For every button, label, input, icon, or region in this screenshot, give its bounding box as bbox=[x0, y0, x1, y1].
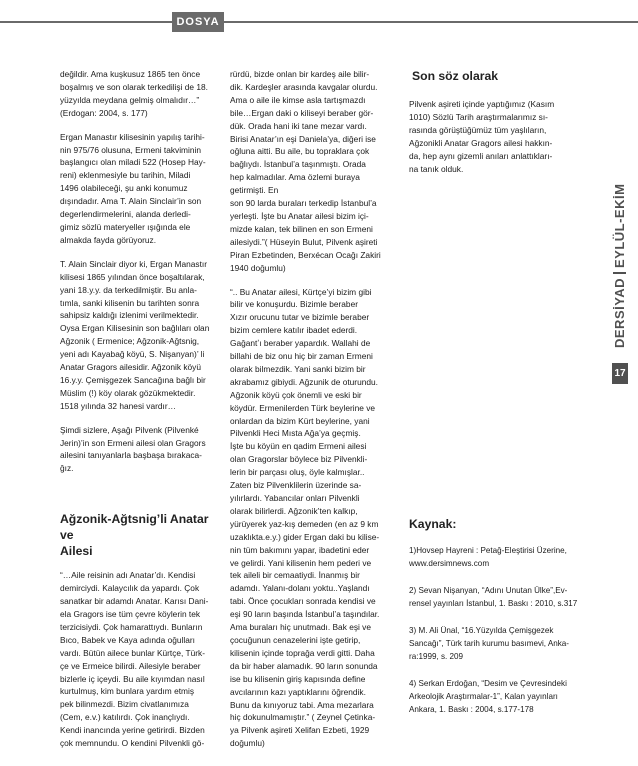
sources-heading: Kaynak: bbox=[409, 517, 457, 531]
anatar-subheading-text: Ağzonik-Ağtsnig’li Anatar ve Ailesi bbox=[60, 512, 209, 559]
col1-paragraph-1: değildir. Ama kuşkusuz 1865 ten önce boşalmış ve son olarak terkedilişi de 18. yüzyılda meydana gelmiş olmalıdır…” (Erdogan: 2004, s. 177) bbox=[60, 69, 208, 118]
reference-item: 4) Serkan Erdoğan, “Desim ve Çevresindeki Arkeolojik Araştırmalar-1”, Kalan yayınları Ankara, 1. Baskı : 2004, s.177-178 bbox=[409, 679, 567, 714]
column-3 bbox=[409, 68, 579, 185]
col1-paragraph-3: T. Alain Sinclair diyor ki, Ergan Manastır kilisesi 1865 yılından önce boşaltılarak, yani 18.y.y. da terkedilmiştir. Bu anla- tımla, sanki kilisenin bu tarihten sonra sahipsiz kaldığı izlenimi verilmektedir. Oysa Ergan Kilisesinin son bağlıları olan Ağzonik ( Ermenice; Ağzonik-Ağtsnig, yeni adı Kayabağ köyü, S. Nişanyan)’ li Anatar Gragors ailesidir. Ağzonik köyü 16.y.y. Çemişgezek Sancağına bağlı bir Müslim (!) köy olarak gözükmektedir. 1518 yılında 32 hanesi vardır… bbox=[60, 258, 210, 411]
reference-item: 3) M. Ali Ünal, “16.Yüzyılda Çemişgezek Sancağı”, Türk tarih kurumu basımevi, Anka- ra:1999, s. 209 bbox=[409, 626, 569, 661]
col2-paragraph-1: rürdü, bizde onlan bir kardeş aile bilir- dik. Kardeşler arasında kavgalar olurdu. Ama o aile ile kimse asla tartışmazdı bile…Ergan daki o kiliseyi beraber gör- dük. Orada hani iki tane mezar vardı. Birisi Anatar’ın eşi Daniela’ya, diğeri ise oğluna aitti. Bu aile, bu topraklara çok bağlıydı. İstanbul’a taşınmıştı. Orada hep kalmadılar. Ama özlemi buraya getirmişti. En son 90 larda buraları terkedip İstanbul’a yerleşti. İşte bu Anatar ailesi bizim içi- mizde kalan, tek bilinen en son Ermeni ailesiydi.”( Hüseyin Bulut, Pilvenk aşireti Piran Ezbetinden, Berxécan Ocağı Zakiri 1940 doğumlu) bbox=[230, 69, 381, 273]
col1-paragraph-2: Ergan Manastır kilisesinin yapılış tarihi- nin 975/76 olusuna, Ermeni takviminin başlangıcı olan miladi 522 (Hosep Hay- reni) eklenmesiyle bu tarihin, Miladi 1496 olabileceği, şu anki konumuz dışındadır. Ama T. Alain Sinclair’in son degerlendirmelerini, alanda derledi- gimiz sözlü materyeller ışığında ele almakda fayda görüyoruz. bbox=[60, 131, 206, 245]
page-number: 17 bbox=[612, 363, 628, 384]
magazine-sidebar bbox=[611, 183, 629, 348]
column-2 bbox=[230, 68, 390, 761]
anatar-subheading bbox=[60, 511, 218, 559]
issue-months: EYLÜL-EKİM bbox=[612, 183, 627, 269]
magazine-name: DERSİYAD bbox=[612, 278, 627, 348]
column-1 bbox=[60, 68, 218, 761]
conclusion-paragraph: Pilvenk aşireti içinde yaptığımız (Kasım 1010) Sözlü Tarih araştırmalarımız sı- rasında görüştüğümüz tüm yaşlıların, Ağzonikli Anatar Gragors ailesi hakkın- da, hep aynı gizemli anıları anlattıkları- na tanık olduk. bbox=[409, 99, 555, 174]
col1-paragraph-5: “…Aile reisinin adı Anatar’dı. Kendisi demirciydi. Kalaycılık da yapardı. Çok sanatkar bir adamdı Anatar. Karısı Dani- ela Gragors ise tüm çevre köylerin tek terzicisiydi. Çok hamarattıydı. Bunların Bıco, Babek ve Kaya adında oğulları vardı. Bütün ailece bunlar Kürtçe, Türk- çe ve Ermeice bilirdi. Ailesiyle beraber bizlerle iç içeydi. Bu aile kıyımdan nasıl kurtulmuş, kim bunlara yardım etmiş pek bilinmezdi. Bizim civatlanımıza (Cem, e.v.) katılırdı. Çok inançlıydı. Kendi inancında yerine getirirdi. Bizden çok memnundu. O kendini Pilvenkli gö- bbox=[60, 570, 209, 749]
conclusion-heading: Son söz olarak bbox=[412, 69, 499, 83]
col1-paragraph-4: Şimdi sizlere, Aşağı Pilvenk (Pilvenké Jerin)’in son Ermeni ailesi olan Gragors ailesini tanıyanlarla başbaşa bırakaca- ğız. bbox=[60, 424, 206, 474]
section-label: DOSYA bbox=[172, 12, 224, 32]
header-rule bbox=[0, 21, 638, 23]
reference-item: 2) Sevan Nişanyan, “Adını Unutan Ülke”,Ev- rensel yayınları İstanbul, 1. Baskı : 2010, s.317 bbox=[409, 586, 578, 608]
col2-paragraph-2: “.. Bu Anatar ailesi, Kürtçe’yi bizim gibi bilir ve konuşurdu. Bizimle beraber Xızır orucunu tutar ve bizimle beraber bizim cemlere katılır ibadet ederdi. Gağantʼı beraber yapardık. Wallahi de billahi de biz onu hiç bir zaman Ermeni olarak bilmezdik. Yani sanki bizim bir akrabamız gibiydi. Ağzunik de oturundu. Ağzonik köyü çok önemli ve eski bir köydür. Ermenilerden Türk beylerine ve onlardan da bizim Kürt beylerine, yani Pilvenkli Heci Mısta Ağa’ya geçmiş. İşte bu köyün en qadim Ermeni ailesi olan Gragorslar böylece biz Pilvenkli- lerin bir parçası oluş, öyle kalmışlar.. Zaten biz Pilvenklilerin üzerinde sa- yılırlardı. Yabancılar onları Pilvenkli olarak bilirlerdi. Ağzonik’ten kalkıp, yürüyerek yaz-kış demeden (en az 9 km uzaklıkta.e.y.) gider Ergan daki bu kilise- nin tüm bakımını yapar, ibadetini eder ve gelirdi. Yani kilisenin hem pederi ve tek aileli bir cemaatiydi. İnanmış bir adamdı. Yalanı-dolanı yoktu..Yaşlandı tabi. Önce çocukları sonrada kendisi ve eşi 90 ların başında İstanbul’a taşındılar. Ama buraları hiç unutmadı. Bak eşi ve çocuğunun cenazelerini işte getirip, kilisenin içinde toprağa verdi gitti. Daha da bir haber alamadık. 90 ların sonunda ise bu kilisenin giriş kapısında define avcılarının kazı yaptıklarını öğrendik. Bunu da kınıyoruz tabi. Ama mezarlara hiç dokunulmamıştır.” ( Zeynel Çetinka- ya Pilvenk aşireti Xelifan Ezbeti, 1929 doğumlu) bbox=[230, 286, 380, 749]
references-list bbox=[409, 544, 581, 730]
sidebar-divider bbox=[613, 272, 626, 274]
reference-item: 1)Hovsep Hayreni : Petağ-Eleştirisi Üzerine, www.dersimnews.com bbox=[409, 546, 567, 568]
